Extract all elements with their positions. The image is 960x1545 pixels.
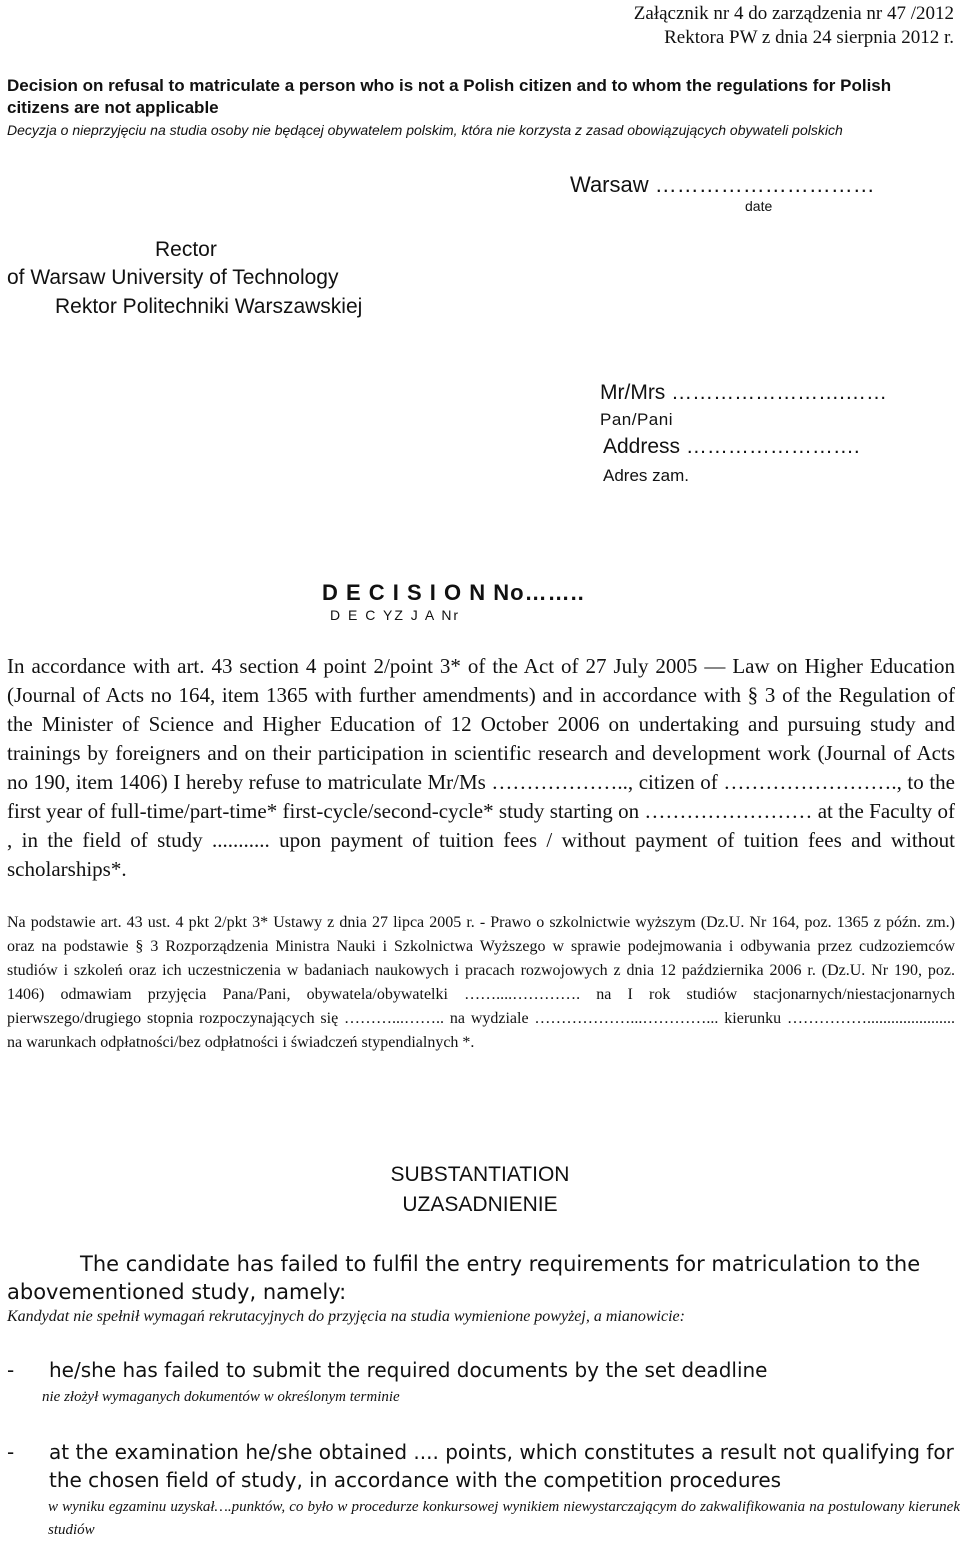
candidate-statement-pl: Kandydat nie spełnił wymagań rekrutacyjnych do przyjęcia na studia wymienione powyżej, a mianowicie:: [7, 1308, 685, 1325]
reason-item-1: [7, 1356, 955, 1384]
decision-body-en: [7, 652, 955, 884]
rector-label: Rector: [155, 238, 217, 261]
reason-1-en: he/she has failed to submit the required documents by the set deadline: [49, 1358, 768, 1382]
decision-body-pl: [7, 911, 955, 1055]
list-dash: -: [7, 1358, 15, 1382]
decision-heading: D E C I S I O N No……..: [322, 580, 585, 605]
addressee-address-pl: Adres zam.: [603, 466, 689, 485]
substantiation-heading: SUBSTANTIATION: [390, 1163, 570, 1186]
date-label: date: [745, 198, 773, 214]
substantiation-heading-pl: UZASADNIENIE: [402, 1193, 558, 1216]
candidate-statement-en: The candidate has failed to fulfil the entry requirements for matriculation to the abovementioned study, namely:: [7, 1252, 921, 1304]
annex-line-1: Załącznik nr 4 do zarządzenia nr 47 /2012: [633, 3, 954, 24]
addressee-address: Address …………………….: [603, 435, 860, 458]
reason-2-en: at the examination he/she obtained .... points, which constitutes a result not qualifying for the chosen field of study, in accordance with the competition procedures: [49, 1440, 954, 1492]
addressee-name-pl: Pan/Pani: [600, 410, 673, 429]
reason-1-pl: nie złożył wymaganych dokumentów w określonym terminie: [42, 1389, 400, 1405]
rektor-pl: Rektor Politechniki Warszawskiej: [55, 295, 363, 318]
document-title-pl: Decyzja o nieprzyjęciu na studia osoby nie będącej obywatelem polskim, która nie korzysta z zasad obowiązujących obywateli polskich: [7, 122, 843, 138]
list-dash: -: [7, 1440, 15, 1464]
addressee-name: Mr/Mrs …………………….……: [600, 381, 887, 404]
decision-heading-pl: D E C YZ J A Nr: [330, 607, 461, 623]
reason-2-pl: w wyniku egzaminu uzyskał….punktów, co było w procedurze konkursowej wynikiem niewystarczającym do zakwalifikowania na postulowany kierunek studiów: [48, 1499, 960, 1538]
reason-item-2: [7, 1438, 955, 1494]
place-date-field: Warsaw …………………………: [570, 172, 875, 197]
decision-body-en-text: In accordance with art. 43 section 4 point 2/point 3* of the Act of 27 July 2005 ― Law on Higher Education (Journal of Acts no 164, item 1365 with further amendments) and in accordance with § 3 of the Regulation of the Minister of Science and Higher Education of 12 October 2006 on undertaking and pursuing study and trainings by foreigners and on their participation in scientific research and development work (Journal of Acts no 190, item 1406) I hereby refuse to matriculate Mr/Ms ……………….., citizen of ……………………., to the first year of full-time/part-time* first-cycle/second-cycle* study starting on …………………… at the Faculty of , in the field of study ........... upon payment of tuition fees / without payment of tuition fees and without scholarships*.: [7, 654, 955, 881]
document-title-en: Decision on refusal to matriculate a person who is not a Polish citizen and to whom the regulations for Polish citizens are not applicable: [7, 76, 892, 117]
university-name: of Warsaw University of Technology: [7, 266, 339, 289]
annex-line-2: Rektora PW z dnia 24 sierpnia 2012 r.: [664, 27, 954, 48]
annex-header: [634, 2, 954, 50]
decision-body-pl-text: Na podstawie art. 43 ust. 4 pkt 2/pkt 3* Ustawy z dnia 27 lipca 2005 r. - Prawo o szkolnictwie wyższym (Dz.U. Nr 164, poz. 1365 z późn. zm.) oraz na podstawie § 3 Rozporządzenia Ministra Nauki i Szkolnictwa Wyższego w sprawie podejmowania i odbywania przez cudzoziemców studiów i szkoleń oraz ich uczestniczenia w badaniach naukowych i pracach rozwojowych z dnia 12 października 2006 r. (Dz.U. Nr 190, poz. 1406) odmawiam przyjęcia Pana/Pani, obywatela/obywatelki ……....…………. na I rok studiów stacjonarnych/niestacjonarnych pierwszego/drugiego stopnia rozpoczynających się ………...…….. na wydziale ………………...…………... kierunku ……………...................... na warunkach odpłatności/bez odpłatności i świadczeń stypendialnych *.: [7, 914, 955, 1051]
